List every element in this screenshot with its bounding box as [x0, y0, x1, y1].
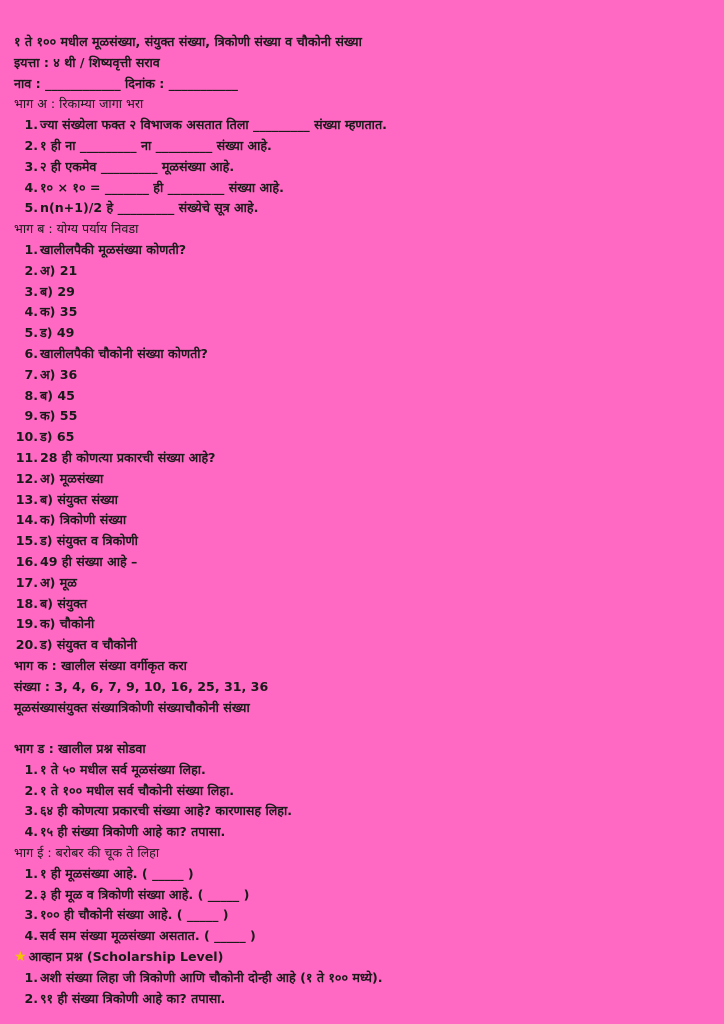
- list-item-text: क) 55: [40, 408, 78, 424]
- list-item: [14, 344, 724, 365]
- list-item: [14, 115, 724, 136]
- section-e-heading: भाग ई : बरोबर की चूक ते लिहा: [14, 845, 160, 861]
- list-item-number: 2.: [24, 782, 38, 798]
- list-item: [14, 323, 724, 344]
- list-item-number: 4.: [24, 928, 38, 944]
- list-item-number: 5.: [24, 325, 38, 341]
- list-item-number: 7.: [24, 366, 38, 382]
- list-item-number: 2.: [24, 886, 38, 902]
- list-item: [14, 386, 724, 407]
- list-item-text: ब) संयुक्त संख्या: [40, 491, 118, 507]
- list-item: [14, 635, 724, 656]
- star-icon: ★: [14, 949, 27, 966]
- name-date-line: नाव : ____________ दिनांक : ___________: [14, 75, 238, 91]
- list-item-number: 1.: [24, 761, 38, 777]
- list-item-number: 3.: [24, 907, 38, 923]
- list-item: [14, 178, 724, 199]
- list-item-number: 4.: [24, 179, 38, 195]
- list-item-number: 1.: [24, 969, 38, 985]
- list-item-text: ब) 45: [40, 387, 75, 403]
- section-d-list: [14, 760, 724, 843]
- section-e-list: [14, 864, 724, 947]
- list-item-number: 18.: [15, 595, 38, 611]
- list-item: [14, 531, 724, 552]
- list-item: [14, 926, 724, 947]
- list-item-number: 9.: [24, 408, 38, 424]
- list-item-number: 2.: [24, 262, 38, 278]
- list-item: [14, 614, 724, 635]
- section-c-heading: भाग क : खालील संख्या वर्गीकृत करा: [14, 657, 187, 673]
- list-item-text: 28 ही कोणत्या प्रकारची संख्या आहे?: [40, 449, 216, 465]
- challenge-list: [14, 968, 724, 1010]
- list-item-text: n(n+1)/2 हे _________ संख्येचे सूत्र आहे.: [40, 200, 259, 216]
- list-item-number: 4.: [24, 304, 38, 320]
- list-item-text: १ ते ५० मधील सर्व मूळसंख्या लिहा.: [40, 761, 206, 777]
- list-item: [14, 157, 724, 178]
- list-item-text: खालीलपैकी मूळसंख्या कोणती?: [40, 241, 187, 257]
- worksheet-title: १ ते १०० मधील मूळसंख्या, संयुक्त संख्या, त्रिकोणी संख्या व चौकोनी संख्या: [14, 34, 362, 49]
- list-item: [14, 302, 724, 323]
- list-item-number: 13.: [15, 491, 38, 507]
- list-item-text: २ ही एकमेव _________ मूळसंख्या आहे.: [40, 158, 235, 174]
- list-item-number: 11.: [15, 449, 38, 465]
- section-d-heading: भाग ड : खालील प्रश्न सोडवा: [14, 741, 146, 757]
- list-item-text: १५ ही संख्या त्रिकोणी आहे का? तपासा.: [40, 824, 226, 840]
- list-item: [14, 989, 724, 1010]
- list-item-text: ड) 49: [40, 325, 75, 341]
- grade-line: इयत्ता : ४ थी / शिष्यवृत्ती सराव: [14, 54, 160, 70]
- section-a-list: [14, 115, 724, 219]
- section-c-numbers: संख्या : 3, 4, 6, 7, 9, 10, 16, 25, 31, 36: [14, 678, 269, 694]
- list-item: [14, 781, 724, 802]
- list-item: [14, 427, 724, 448]
- list-item-text: अशी संख्या लिहा जी त्रिकोणी आणि चौकोनी दोन्ही आहे (१ ते १०० मध्ये).: [40, 969, 383, 985]
- list-item: [14, 469, 724, 490]
- list-item: [14, 573, 724, 594]
- list-item: [14, 406, 724, 427]
- section-b-list: [14, 240, 724, 656]
- challenge-heading-line: [14, 947, 724, 968]
- list-item-text: ड) संयुक्त व चौकोनी: [40, 637, 137, 653]
- list-item-number: 5.: [24, 200, 38, 216]
- list-item-number: 8.: [24, 387, 38, 403]
- challenge-heading: आव्हान प्रश्न (Scholarship Level): [28, 949, 224, 965]
- list-item: [14, 282, 724, 303]
- list-item-text: क) 35: [40, 304, 78, 320]
- list-item-text: ड) 65: [40, 429, 75, 445]
- section-b-heading: भाग ब : योग्य पर्याय निवडा: [14, 221, 139, 237]
- list-item-text: ९१ ही संख्या त्रिकोणी आहे का? तपासा.: [40, 990, 226, 1006]
- list-item: [14, 448, 724, 469]
- list-item-number: 10.: [15, 429, 38, 445]
- list-item-number: 6.: [24, 345, 38, 361]
- list-item-text: सर्व सम संख्या मूळसंख्या असतात. ( _____ ): [40, 928, 256, 944]
- list-item-number: 14.: [15, 512, 38, 528]
- list-item: [14, 198, 724, 219]
- list-item-number: 1.: [24, 117, 38, 133]
- list-item: [14, 594, 724, 615]
- list-item-number: 19.: [15, 616, 38, 632]
- list-item: [14, 905, 724, 926]
- list-item: [14, 261, 724, 282]
- list-item-text: अ) मूळसंख्या: [40, 470, 104, 486]
- section-a-heading: भाग अ : रिकाम्या जागा भरा: [14, 96, 144, 112]
- list-item-text: खालीलपैकी चौकोनी संख्या कोणती?: [40, 345, 208, 361]
- list-item-number: 12.: [15, 470, 38, 486]
- list-item: [14, 510, 724, 531]
- list-item-number: 2.: [24, 137, 38, 153]
- list-item-number: 3.: [24, 803, 38, 819]
- list-item: [14, 822, 724, 843]
- list-item: [14, 864, 724, 885]
- list-item-text: अ) 36: [40, 366, 78, 382]
- list-item-number: 3.: [24, 158, 38, 174]
- list-item: [14, 490, 724, 511]
- list-item-text: क) चौकोनी: [40, 616, 95, 632]
- list-item-number: 16.: [15, 553, 38, 569]
- list-item-text: १ ही मूळसंख्या आहे. ( _____ ): [40, 865, 194, 881]
- section-c-columns: मूळसंख्यासंयुक्त संख्यात्रिकोणी संख्याचौकोनी संख्या: [14, 699, 250, 715]
- list-item-text: १०० ही चौकोनी संख्या आहे. ( _____ ): [40, 907, 229, 923]
- list-item-text: ब) 29: [40, 283, 75, 299]
- list-item-text: क) त्रिकोणी संख्या: [40, 512, 127, 528]
- list-item-number: 4.: [24, 824, 38, 840]
- list-item-text: १० × १० = _______ ही _________ संख्या आहे.: [40, 179, 284, 195]
- list-item-text: अ) मूळ: [40, 574, 77, 590]
- list-item-number: 20.: [15, 637, 38, 653]
- list-item-number: 17.: [15, 574, 38, 590]
- spacer: [14, 718, 724, 739]
- list-item: [14, 968, 724, 989]
- list-item-text: १ ते १०० मधील सर्व चौकोनी संख्या लिहा.: [40, 782, 235, 798]
- list-item-number: 3.: [24, 283, 38, 299]
- list-item: [14, 885, 724, 906]
- list-item: [14, 760, 724, 781]
- list-item-text: ३ ही मूळ व त्रिकोणी संख्या आहे. ( _____ ): [40, 886, 250, 902]
- list-item: [14, 136, 724, 157]
- list-item-text: 49 ही संख्या आहे –: [40, 553, 138, 569]
- list-item-text: ड) संयुक्त व त्रिकोणी: [40, 533, 138, 549]
- list-item-text: अ) 21: [40, 262, 78, 278]
- list-item: [14, 240, 724, 261]
- list-item-text: ६४ ही कोणत्या प्रकारची संख्या आहे? कारणासह लिहा.: [40, 803, 292, 819]
- list-item-number: 15.: [15, 533, 38, 549]
- list-item-number: 1.: [24, 865, 38, 881]
- list-item-text: ब) संयुक्त: [40, 595, 88, 611]
- list-item: [14, 365, 724, 386]
- list-item-number: 2.: [24, 990, 38, 1006]
- list-item-text: १ ही ना _________ ना _________ संख्या आहे.: [40, 137, 272, 153]
- list-item-number: 1.: [24, 241, 38, 257]
- list-item: [14, 552, 724, 573]
- list-item: [14, 801, 724, 822]
- list-item-text: ज्या संख्येला फक्त २ विभाजक असतात तिला _________ संख्या म्हणतात.: [40, 117, 387, 133]
